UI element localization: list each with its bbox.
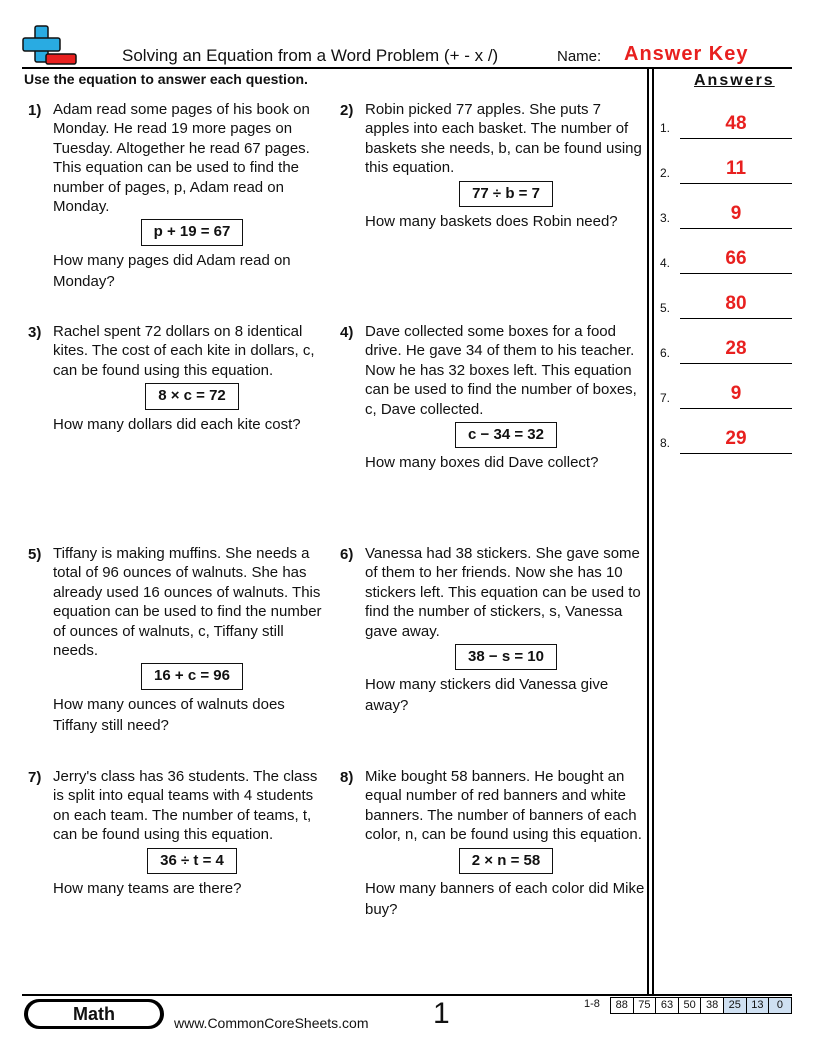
answer-row-1	[660, 109, 792, 139]
question-number: 3)	[28, 324, 42, 341]
question-6	[365, 544, 647, 716]
question-1	[53, 100, 331, 292]
answer-number: 1.	[660, 121, 671, 135]
question-ask: How many boxes did Dave collect?	[365, 454, 599, 472]
footer-rule	[22, 994, 792, 996]
score-cell: 50	[679, 998, 702, 1013]
question-number: 4)	[340, 324, 354, 341]
equation-box: 77 ÷ b = 7	[459, 181, 553, 207]
equation-box: 36 ÷ t = 4	[147, 848, 237, 874]
header-rule	[22, 67, 792, 69]
answer-line	[680, 228, 792, 229]
answer-value: 66	[725, 248, 747, 269]
score-cell: 75	[634, 998, 657, 1013]
equation-box: c − 34 = 32	[455, 422, 557, 448]
name-label: Name:	[557, 48, 602, 65]
equation-box: 8 × c = 72	[145, 383, 239, 409]
answer-number: 5.	[660, 301, 671, 315]
question-ask: How many banners of each color did Mike buy?	[365, 880, 645, 919]
answer-value: 29	[725, 428, 747, 449]
answer-row-8	[660, 424, 792, 454]
score-table	[610, 997, 792, 1014]
equation-box: 38 − s = 10	[455, 644, 557, 670]
score-cell: 13	[747, 998, 770, 1013]
question-7	[53, 767, 331, 899]
answer-panel-divider-left	[647, 69, 649, 996]
answer-row-6	[660, 334, 792, 364]
question-3	[53, 322, 331, 435]
answer-row-7	[660, 379, 792, 409]
answer-number: 4.	[660, 256, 671, 270]
answer-number: 8.	[660, 436, 671, 450]
question-text: Rachel spent 72 dollars on 8 identical kites. The cost of each kite in dollars, c, can be found using this equation.	[53, 323, 315, 379]
question-8	[365, 767, 647, 920]
question-text: Adam read some pages of his book on Monday. He read 19 more pages on Tuesday. Altogether he read 67 pages. This equation can be used to find the number of pages, p, Adam read on Monday.	[53, 101, 310, 216]
question-ask: How many ounces of walnuts does Tiffany still need?	[53, 695, 285, 734]
question-text: Dave collected some boxes for a food drive. He gave 34 of them to his teacher. Now he has 32 boxes left. This equation can be used to find the number of boxes, c, Dave collected.	[365, 323, 637, 418]
answer-number: 2.	[660, 166, 671, 180]
answer-value: 9	[730, 383, 742, 404]
equation-box: 2 × n = 58	[459, 848, 553, 874]
worksheet-title: Solving an Equation from a Word Problem (+ - x /)	[122, 46, 499, 65]
answer-row-2	[660, 154, 792, 184]
score-cell: 25	[724, 998, 747, 1013]
question-5	[53, 544, 331, 736]
answer-line	[680, 318, 792, 319]
equation-box: p + 19 = 67	[141, 219, 244, 245]
equation-box: 16 + c = 96	[141, 663, 243, 689]
page-number: 1	[433, 997, 450, 1030]
answer-value: 11	[725, 158, 747, 179]
question-text: Jerry's class has 36 students. The class is split into equal teams with 4 students on each team. The number of teams, t, can be found using this equation.	[53, 768, 318, 844]
question-number: 2)	[340, 102, 354, 119]
instructions: Use the equation to answer each question.	[24, 71, 308, 87]
score-range-label: 1-8	[584, 998, 600, 1010]
question-number: 8)	[340, 769, 354, 786]
answer-row-3	[660, 199, 792, 229]
score-cell: 0	[769, 998, 791, 1013]
website-link: www.CommonCoreSheets.com	[174, 1015, 369, 1031]
answers-heading: Answers	[694, 72, 775, 89]
plus-minus-logo-icon	[22, 24, 78, 68]
question-number: 7)	[28, 769, 42, 786]
score-cell: 63	[656, 998, 679, 1013]
answer-value: 48	[725, 113, 747, 134]
question-ask: How many pages did Adam read on Monday?	[53, 251, 291, 290]
question-ask: How many stickers did Vanessa give away?	[365, 676, 609, 715]
question-number: 1)	[28, 102, 42, 119]
answer-value: 9	[730, 203, 742, 224]
question-text: Mike bought 58 banners. He bought an equal number of red banners and white banners. The number of banners of each color, n, can be found using this equation.	[365, 768, 642, 844]
question-number: 6)	[340, 546, 354, 563]
score-cell: 88	[611, 998, 634, 1013]
answer-key-label: Answer Key	[624, 43, 749, 65]
answer-line	[680, 408, 792, 409]
answer-row-4	[660, 244, 792, 274]
question-ask: How many teams are there?	[53, 880, 242, 898]
answer-number: 7.	[660, 391, 671, 405]
answer-line	[680, 273, 792, 274]
answer-value: 80	[725, 293, 747, 314]
answer-line	[680, 183, 792, 184]
question-4	[365, 322, 647, 473]
question-text: Vanessa had 38 stickers. She gave some of them to her friends. Now she has 10 stickers left. This equation can be used to find the number of stickers, s, Vanessa gave away.	[365, 545, 641, 640]
subject-label: Math	[28, 1002, 160, 1026]
answer-line	[680, 363, 792, 364]
score-cell: 38	[701, 998, 724, 1013]
subject-badge	[24, 999, 164, 1029]
question-text: Tiffany is making muffins. She needs a total of 96 ounces of walnuts. She has already used 16 ounces of walnuts. This equation can be used to find the number of ounces of walnuts, c, Tiffany still needs.	[53, 545, 322, 660]
question-number: 5)	[28, 546, 42, 563]
answer-number: 6.	[660, 346, 671, 360]
answer-line	[680, 138, 792, 139]
question-text: Robin picked 77 apples. She puts 7 apples into each basket. The number of baskets she needs, b, can be found using this equation.	[365, 101, 642, 177]
answer-row-5	[660, 289, 792, 319]
question-ask: How many baskets does Robin need?	[365, 213, 618, 231]
answer-panel-divider-right	[652, 69, 654, 996]
answer-value: 28	[725, 338, 747, 359]
question-ask: How many dollars did each kite cost?	[53, 415, 301, 433]
question-2	[365, 100, 647, 232]
answer-number: 3.	[660, 211, 671, 225]
answer-line	[680, 453, 792, 454]
